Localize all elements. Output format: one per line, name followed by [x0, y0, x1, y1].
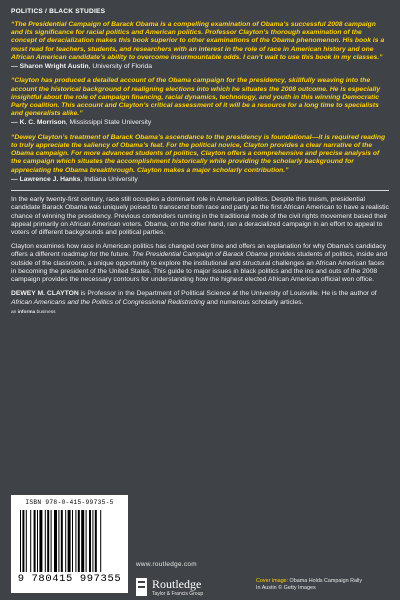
cover-credit: Cover image: Obama Holds Campaign Rally In Austin © Getty Images	[256, 578, 363, 591]
review-attribution	[11, 176, 389, 184]
barcode-box	[11, 495, 128, 593]
publisher-name: Routledge	[152, 577, 202, 591]
barcode-bar	[22, 510, 24, 572]
informa-line: an informa business	[11, 309, 56, 315]
barcode-bar	[20, 510, 21, 572]
barcode-bar	[81, 510, 84, 572]
reviewer-name: — K. C. Morrison	[11, 119, 66, 127]
barcode-bar	[30, 510, 31, 572]
barcode-bar	[68, 510, 71, 572]
review-1	[11, 21, 389, 71]
category-label: POLITICS / BLACK STUDIES	[11, 8, 106, 15]
barcode-bar	[26, 510, 27, 572]
publisher-website: www.routledge.com	[136, 561, 197, 568]
book-title: The Presidential Campaign of Barack Obama	[131, 251, 268, 259]
reviewer-name: — Lawrence J. Hanks	[11, 175, 81, 183]
barcode-bar	[75, 510, 76, 572]
barcode-bar	[92, 510, 93, 572]
review-quote: “The Presidential Campaign of Barack Obama is a compelling examination of Obama’s successful 2008 campaign and its significance for racial politics and American politics. Professor Clayton’s thorough examination of the concept of deracialization makes this book superior to other examinations of the Obama phenomenon. His book is a must read for teachers, students, and researchers with an interest in the role of race in American history and one African American candidate’s ability to overcome insurmountable odds. I can’t wait to use this book in my classes.”	[11, 21, 385, 61]
barcode-bar	[58, 510, 59, 572]
review-2	[11, 77, 389, 127]
barcode-icon	[20, 510, 119, 572]
barcode-bar	[100, 510, 101, 572]
isbn-text: ISBN 978-0-415-99735-5	[25, 499, 114, 506]
reviewer-affiliation: , Mississippi State University	[65, 119, 152, 127]
review-quote: “Dewey Clayton’s treatment of Barack Obama’s ascendance to the presidency is foundational—it is required reading to truly appreciate the saliency of Obama’s feat. For the political novice, Clayton provides a clear narrative of the Obama campaign. For more advanced students of politics, Clayton offers a comprehensive and precise analysis of the campaign which situates the accomplishment historically while providing the scholarly background for appreciating the Obama breakthrough. Clayton makes a major scholarly contribution.”	[11, 133, 386, 174]
section-divider	[11, 190, 389, 191]
review-attribution	[11, 119, 389, 127]
reviewer-affiliation: , Indiana University	[80, 175, 138, 183]
author-name: DEWEY M. CLAYTON	[11, 290, 79, 298]
publisher-group: Taylor & Francis Group	[152, 591, 204, 597]
description-paragraph-2: Clayton examines how race in American politics has changed over time and offers an explanation for why Obama’s candidacy offers a different roadmap for the future. The Presidential Campaign of Barack Obama provides students of politics, inside and outside of the classroom, a unique opportunity to explore the institutional and structural challenges an African American faces in becoming the president of the United States. This guide to major issues in black politics and the ins and outs of the 2008 campaign provides the necessary contours for understanding how the highest elected African American official won office.	[11, 243, 388, 284]
reviewer-name: — Sharon Wright Austin	[11, 63, 89, 71]
barcode-bar	[78, 510, 80, 572]
barcode-bar	[34, 510, 36, 572]
barcode-bar	[47, 510, 49, 572]
barcode-bar	[51, 510, 52, 572]
review-quote: “Clayton has produced a detailed account of the Obama campaign for the presidency, skillfully weaving into the account the historical background of realigning elections into which he situates the 2008 outcome. He is especially insightful about the role of campaign financing, racial dynamics, technology, and youth in this winning Democratic Party coalition. This account and Clayton’s critical assessment of it will be a resource for a long time to specialists and generalists alike.”	[11, 77, 381, 118]
barcode-bar	[37, 510, 38, 572]
author-bio: DEWEY M. CLAYTON is Professor in the Department of Political Science at the University of Louisville. He is the author of African Americans and the Politics of Congressional Redistricting and numerous scholarly articles.	[11, 290, 377, 306]
cover-credit-label: Cover image:	[256, 578, 289, 584]
routledge-logo-icon	[136, 578, 147, 596]
barcode-bar	[39, 510, 42, 572]
review-attribution	[11, 63, 389, 71]
barcode-bar	[86, 510, 87, 572]
barcode-bar	[61, 510, 63, 572]
description-paragraph-1: In the early twenty-first century, race still occupies a dominant role in American politics. Despite this truism, presidential candidate Barack Obama was uniquely poised to transcend both race and party as the first African American to have a realistic chance of winning the presidency. Previous contenders running in the traditional mode of the civil rights movement based their appeal primarily on African American voters. Obama, on the other hand, ran a deracialized campaign in an effort to appeal to voters of different backgrounds and political parties.	[11, 196, 389, 237]
reviewer-affiliation: , University of Florida	[88, 63, 153, 71]
barcode-bar	[65, 510, 66, 572]
barcode-bar	[54, 510, 57, 572]
barcode-bar	[72, 510, 73, 572]
informa-logo: informa	[17, 309, 36, 315]
barcode-bar	[95, 510, 97, 572]
review-3	[11, 134, 389, 184]
ean-number: 9 780415 997355	[17, 573, 122, 585]
other-book-title: African Americans and the Politics of Congressional Redistricting	[11, 298, 205, 306]
barcode-bar	[45, 510, 46, 572]
barcode-bar	[89, 510, 91, 572]
